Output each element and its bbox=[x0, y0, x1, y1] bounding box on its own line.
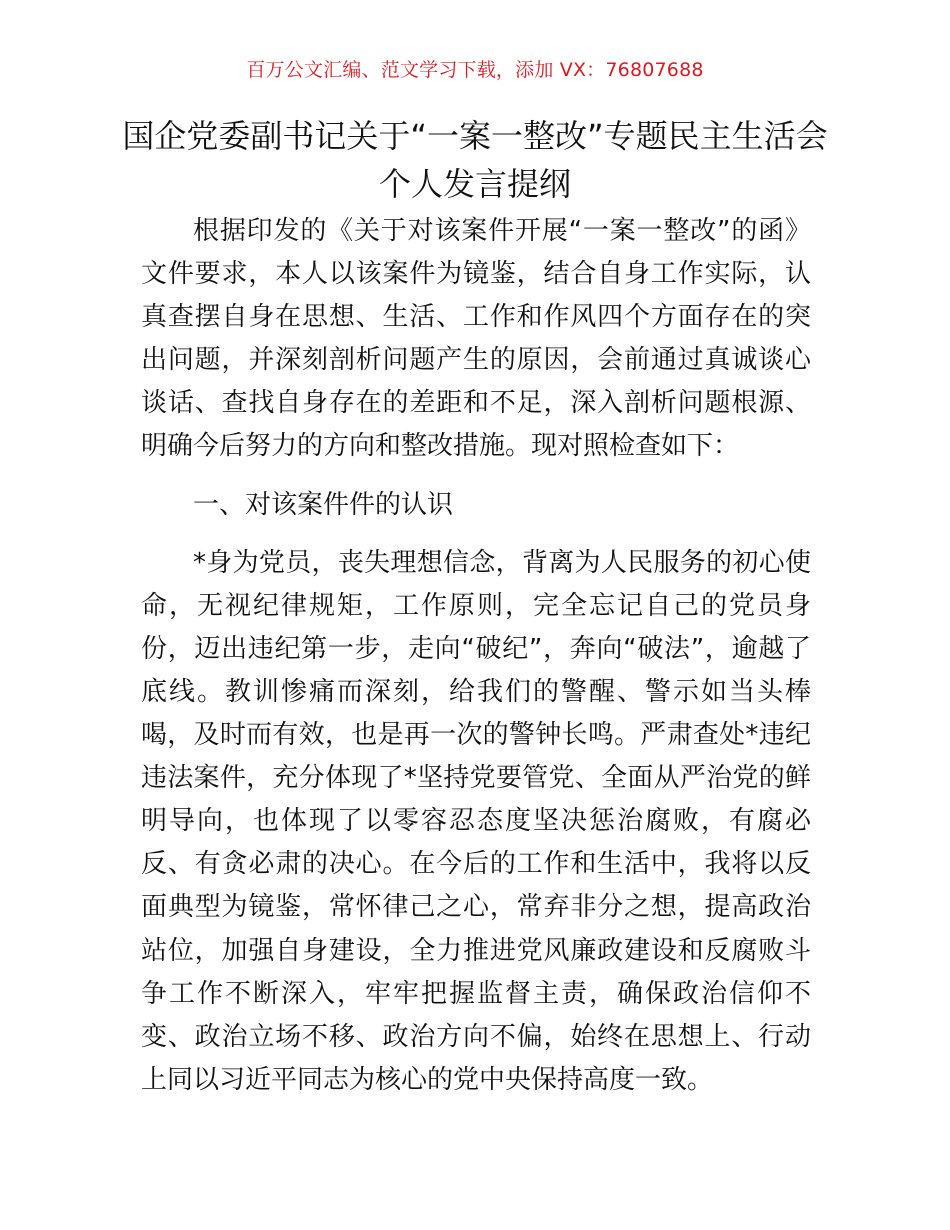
body-paragraph: *身为党员，丧失理想信念，背离为人民服务的初心使命，无视纪律规矩，工作原则，完全忘记自己的党员身份，迈出违纪第一步，走向“破纪”，奔向“破法”，逾越了底线。教训惨痛而深刻，给我们的警醒、警示如当头棒喝，及时而有效，也是再一次的警钟长鸣。严肃查处*违纪违法案件，充分体现了*坚持党要管党、全面从严治党的鲜明导向，也体现了以零容忍态度坚决惩治腐败，有腐必反、有贪必肃的决心。在今后的工作和生活中，我将以反面典型为镜鉴，常怀律己之心，常弃非分之想，提高政治站位，加强自身建设，全力推进党风廉政建设和反腐败斗争工作不断深入，牢牢把握监督主责，确保政治信仰不变、政治立场不移、政治方向不偏，始终在思想上、行动上同以习近平同志为核心的党中央保持高度一致。 bbox=[141, 547, 811, 1095]
document-title: 国企党委副书记关于“一案一整改”专题民主生活会个人发言提纲 bbox=[122, 117, 828, 203]
section-heading: 一、对该案件件的认识 bbox=[193, 489, 454, 520]
document-body bbox=[141, 210, 811, 1102]
intro-paragraph: 根据印发的《关于对该案件开展“一案一整改”的函》文件要求，本人以该案件为镜鉴，结合自身工作实际，认真查摆自身在思想、生活、工作和作风四个方面存在的突出问题，并深刻剖析问题产生的原因，会前通过真诚谈心谈话、查找自身存在的差距和不足，深入剖析问题根源、明确今后努力的方向和整改措施。现对照检查如下： bbox=[141, 216, 811, 462]
header-promo-note: 百万公文汇编、范文学习下载，添加 VX：76807688 bbox=[246, 59, 704, 81]
